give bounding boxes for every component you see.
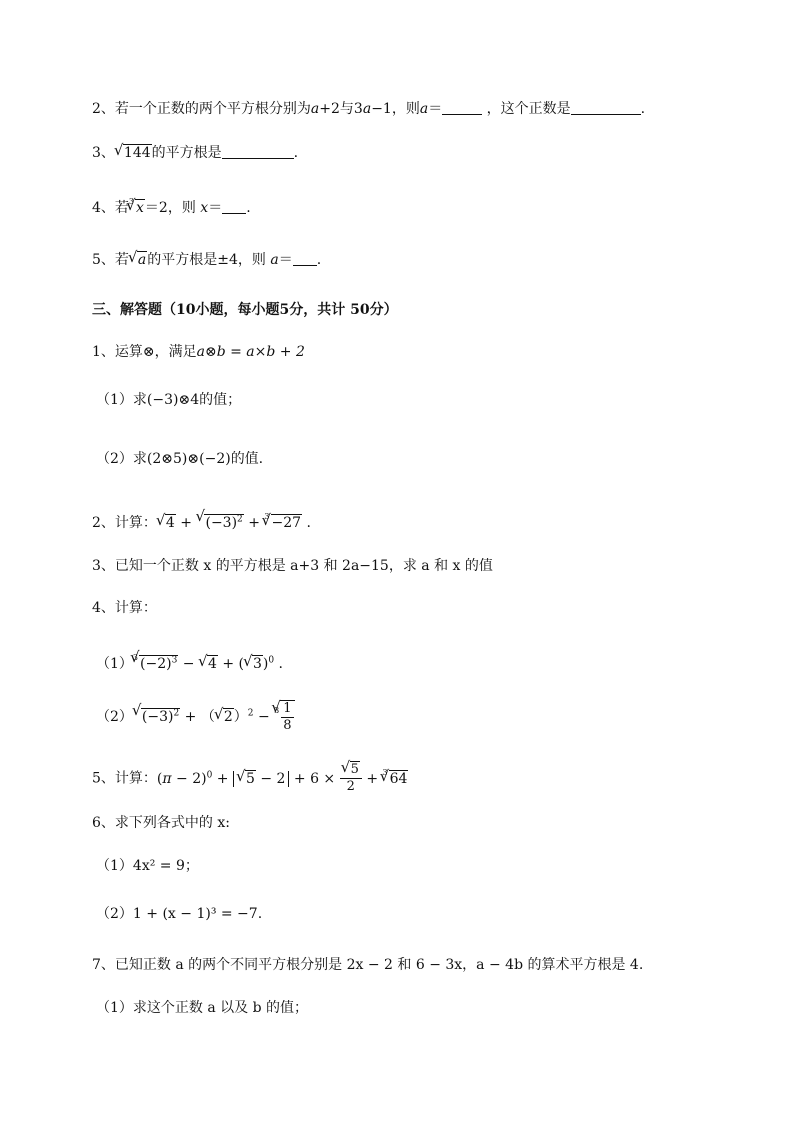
question-2: 2、若一个正数的两个平方根分别为a+2与3a−1，则a＝ ，这个正数是 . bbox=[92, 101, 646, 117]
answer-blank-q3[interactable] bbox=[222, 144, 294, 159]
problem-6-1-text: （1） bbox=[96, 858, 133, 874]
problem-6-1-end: ； bbox=[184, 858, 199, 874]
question-5-text1: 的平方根是±4，则 bbox=[147, 252, 271, 268]
question-4-text2: ＝ bbox=[208, 200, 223, 216]
problem-3: 3、已知一个正数 x 的平方根是 a+3 和 2a−15，求 a 和 x 的值 bbox=[92, 558, 493, 574]
problem-7: 7、已知正数 a 的两个不同平方根分别是 2x − 2 和 6 − 3x，a − 4b 的算术平方根是 4. bbox=[92, 957, 644, 973]
section-heading: 三、解答题（10小题，每小题5分，共计 50分） bbox=[92, 302, 398, 318]
question-4-end: . bbox=[246, 200, 251, 216]
question-4-var: x bbox=[200, 200, 209, 216]
problem-1-2-text: （2）求 bbox=[96, 451, 147, 467]
problem-1-1-end: 的值； bbox=[199, 392, 242, 408]
question-3-prefix: 3、 bbox=[92, 145, 115, 161]
problem-1-2-expr: (2⊗5)⊗(−2) bbox=[146, 451, 231, 467]
problem-4-1-text: （1） bbox=[96, 656, 133, 672]
problem-2-text: 2、计算： bbox=[92, 515, 157, 531]
problem-2 bbox=[92, 507, 311, 533]
problem-1-1-expr: (−3)⊗4 bbox=[146, 392, 200, 408]
problem-6-2-text: （2） bbox=[96, 906, 133, 922]
problem-1-text: 1、运算⊗，满足 bbox=[92, 344, 197, 360]
sqrt-a: √ a bbox=[129, 250, 147, 270]
question-5-end: . bbox=[316, 252, 322, 268]
question-2-then: ，则 bbox=[391, 101, 420, 117]
expr-a-plus-2: a bbox=[310, 101, 320, 117]
answer-blank-q4[interactable] bbox=[222, 199, 246, 214]
problem-6-part-2 bbox=[96, 904, 262, 924]
problem-4-part-1 bbox=[96, 648, 283, 674]
problem-4-2-text: （2） bbox=[96, 709, 133, 725]
answer-blank-a[interactable] bbox=[442, 100, 482, 115]
question-5-text2: ＝ bbox=[278, 252, 293, 268]
question-5-prefix: 5、若 bbox=[92, 252, 129, 268]
problem-1-1-text: （1）求 bbox=[96, 392, 147, 408]
question-2-mid: ，这个正数是 bbox=[482, 101, 571, 117]
question-4-prefix: 4、若 bbox=[92, 200, 129, 216]
problem-6-2-expr: 1 + (x − 1)³ = −7 bbox=[132, 906, 258, 922]
problem-5-expr: $(\pi - 2)^0$ + √ 5 − 2 + 6 × √ $\frac{5}{2}$ + $^3$√ 64 bbox=[157, 771, 409, 787]
problem-6-part-1 bbox=[96, 856, 199, 876]
problem-6-1-expr: 4x² = 9 bbox=[132, 858, 185, 874]
problem-1-expr: a⊗b = a×b + 2 bbox=[196, 344, 305, 360]
problem-1-2-end: 的值. bbox=[230, 451, 264, 467]
problem-4-1-expr: $^3$√ $(-2)^3$ − √ 4 + (√ 3)$^0$ . bbox=[133, 656, 283, 672]
problem-1-part-1 bbox=[96, 390, 241, 410]
question-5 bbox=[92, 250, 321, 270]
question-2-prefix: 2、若一个正数的两个平方根分别为 bbox=[92, 101, 311, 117]
question-5-var: a bbox=[270, 252, 279, 268]
problem-6-2-end: . bbox=[257, 906, 263, 922]
question-3-text: 的平方根是 bbox=[151, 145, 222, 161]
problem-4: 4、计算： bbox=[92, 600, 157, 616]
problem-4-part-2 bbox=[96, 700, 295, 734]
question-2-end: . bbox=[640, 101, 646, 117]
problem-1-part-2 bbox=[96, 449, 263, 469]
sqrt-144 bbox=[115, 143, 152, 163]
problem-5 bbox=[92, 762, 408, 795]
problem-7-part-1: （1）求这个正数 a 以及 b 的值； bbox=[96, 1000, 309, 1016]
question-3-end: . bbox=[293, 145, 299, 161]
question-4-text1: ＝2，则 bbox=[144, 200, 201, 216]
question-3 bbox=[92, 143, 298, 163]
cbrt-x: √ x bbox=[127, 198, 145, 218]
answer-blank-q5[interactable] bbox=[293, 251, 317, 266]
problem-5-text: 5、计算： bbox=[92, 770, 157, 787]
answer-blank-number[interactable] bbox=[571, 100, 641, 115]
problem-4-2-expr: √ $(-3)^2$ + （√ 2）$^2$ − $^3$ √ $\frac{1}{8}$ bbox=[133, 709, 295, 725]
question-2-with: 与 bbox=[339, 101, 354, 117]
question-4: 4、若$^3$√ x＝2，则 x＝ . bbox=[92, 192, 251, 218]
problem-1 bbox=[92, 342, 305, 362]
sqrt-144-radicand: 144 bbox=[123, 145, 151, 161]
problem-6: 6、求下列各式中的 x: bbox=[92, 815, 230, 831]
problem-2-expr: √ 4 + √ $(-3)^2 + ^3√ -27$ . bbox=[157, 515, 311, 531]
